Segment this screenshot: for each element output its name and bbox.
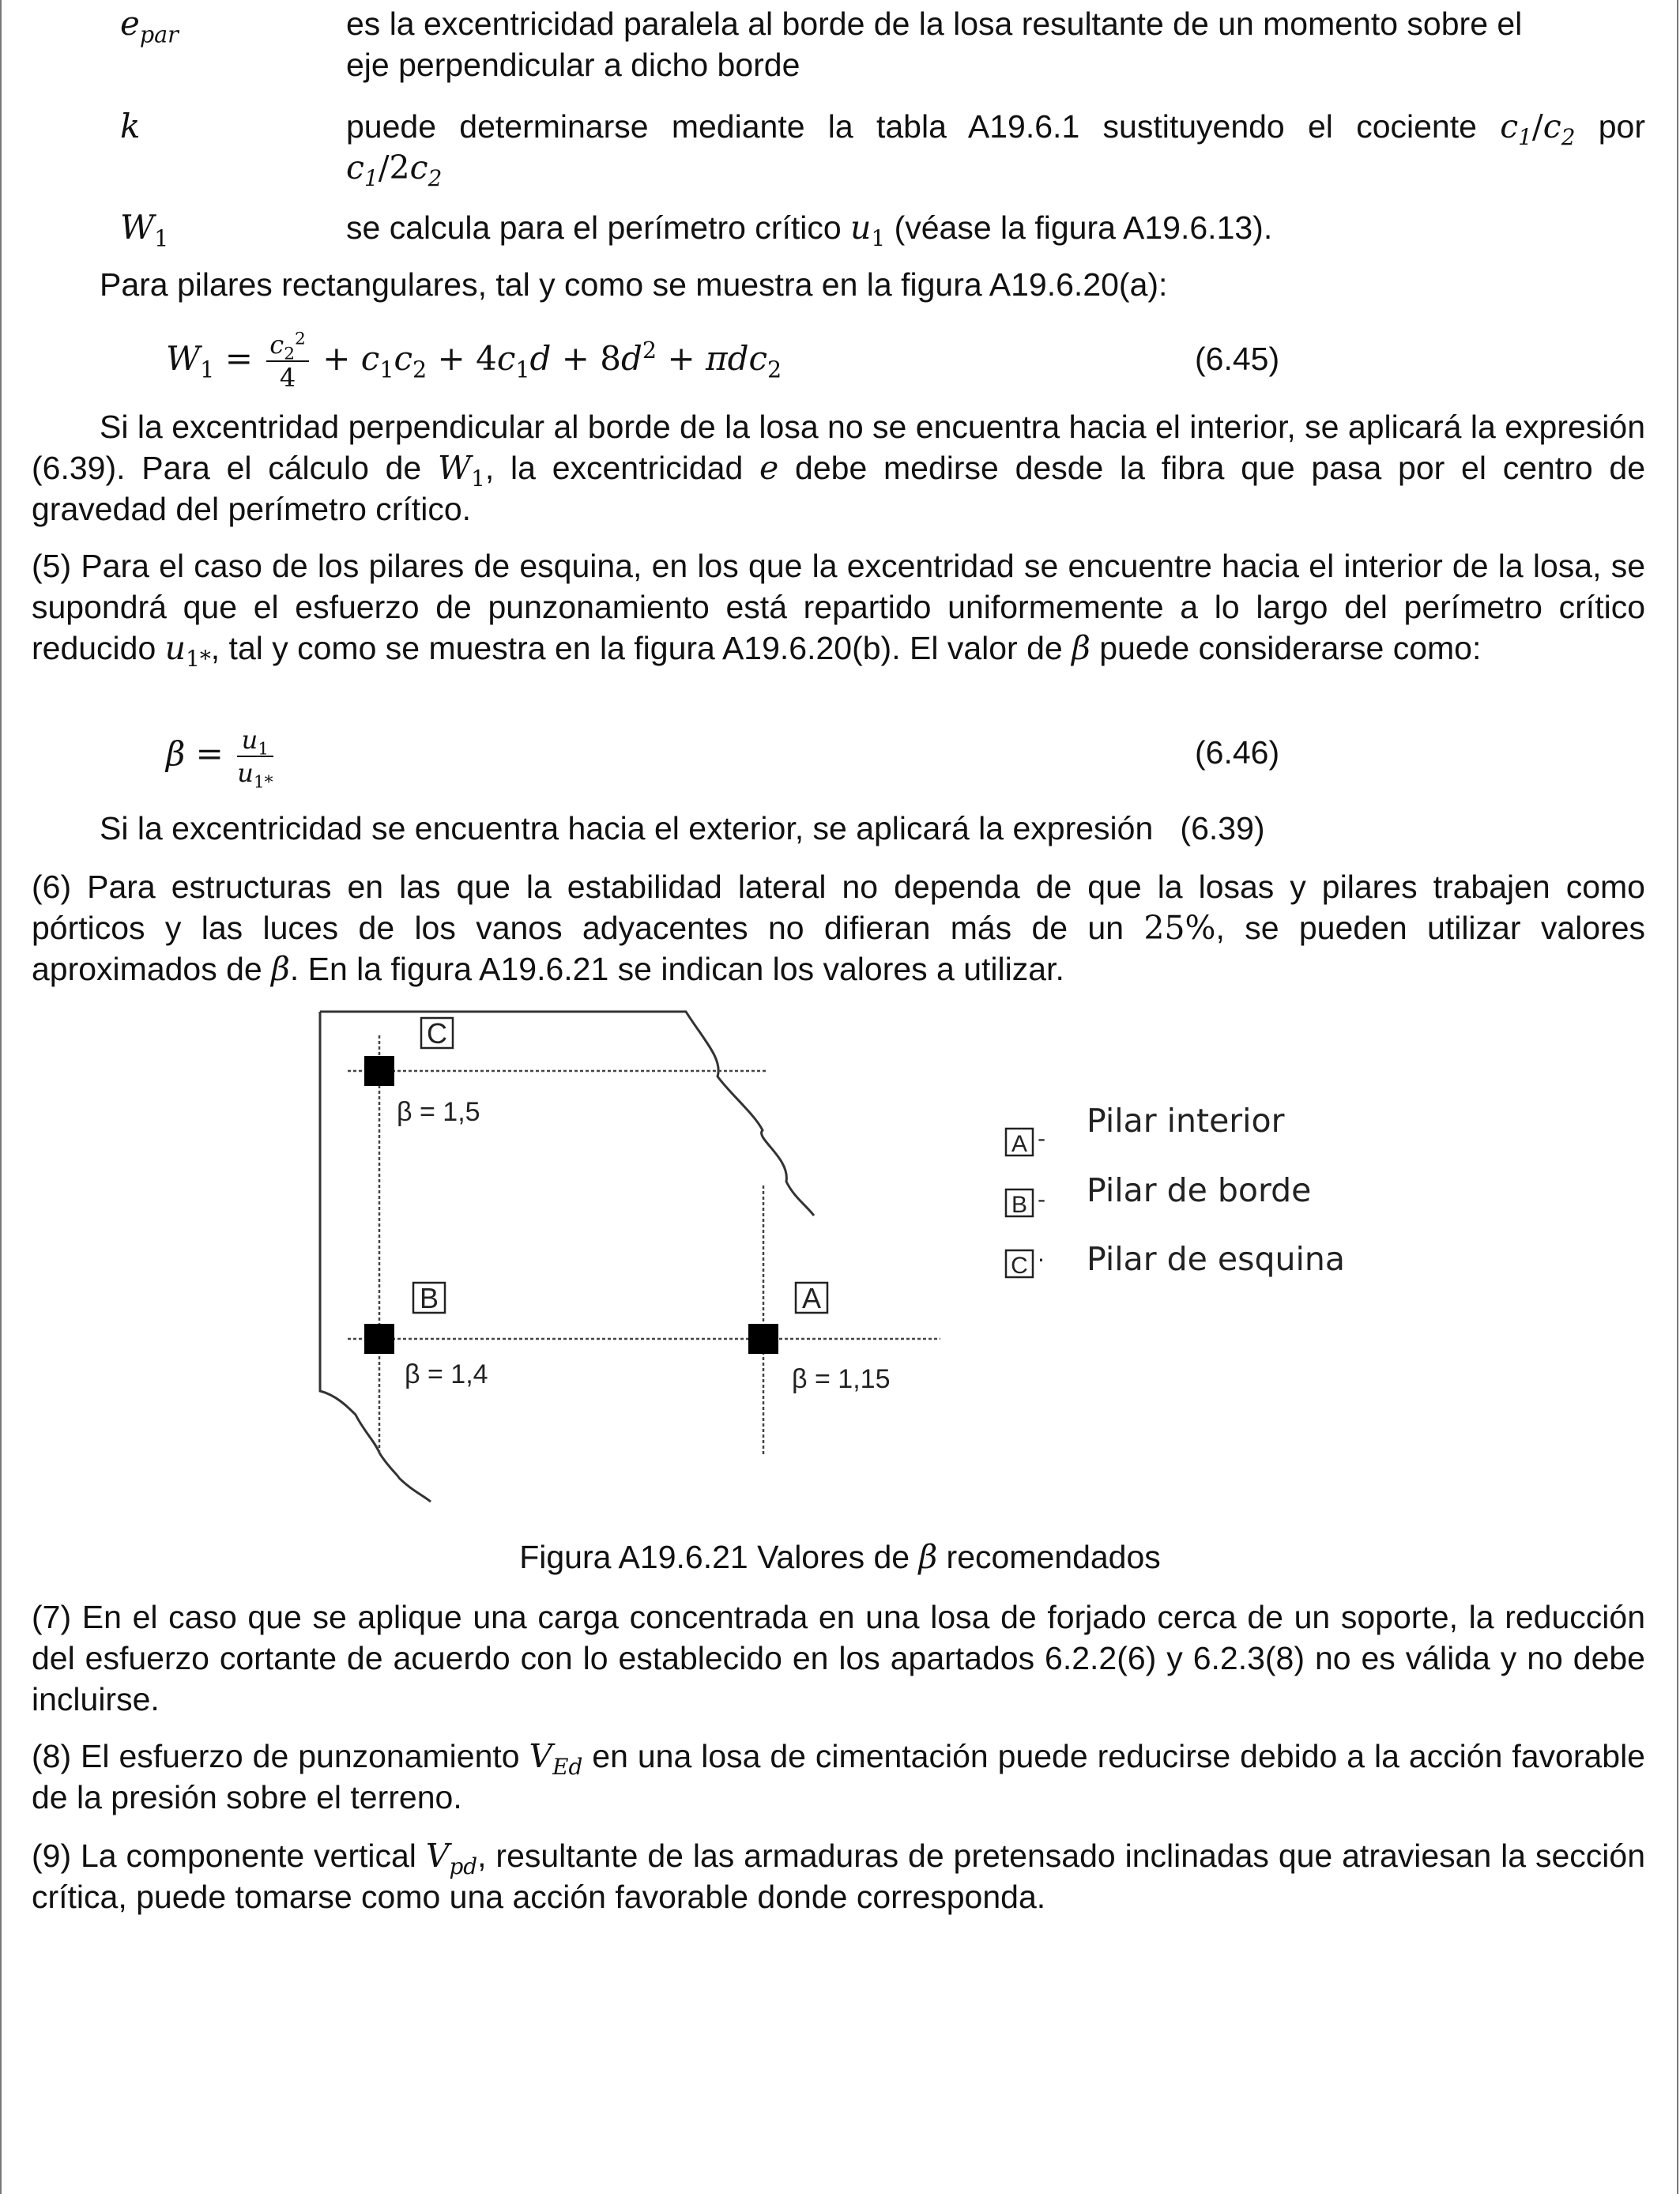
beta-inline-math-2: β	[271, 950, 290, 988]
beta-inline-math: β	[1072, 629, 1090, 667]
equation-6-46-number: (6.46)	[1195, 734, 1280, 771]
definition-k-line1: puede determinarse mediante la tabla A19.6.1 sustituyendo el cociente $c_1/c_2$ por	[346, 107, 1646, 151]
legend-dash-b: -	[1038, 1186, 1046, 1212]
c1-over-c2-math: $c_1/c_2$	[1500, 107, 1576, 151]
paragraph-5: (5) Para el caso de los pilares de esquina, en los que la excentridad se encuentre hacia el interior de la losa, se supondrá que el esfuerzo de punzonamiento está repartido uniformemente a lo largo del perímetro crítico reducido $u_{1*}$, tal y como se muestra en la figura A19.6.20(b). El valor de β puede considerarse como:	[32, 548, 1645, 673]
ved-math: $V_{Ed}$	[529, 1737, 583, 1781]
figure-a19-6-21	[300, 1004, 1391, 1510]
beta-label-a: β = 1,15	[792, 1364, 891, 1394]
symbol-w1: $W_1$	[120, 208, 169, 252]
paragraph-rectangular: Para pilares rectangulares, tal y como se muestra en la figura A19.6.20(a):	[100, 266, 1168, 303]
legend-dash-a: -	[1038, 1125, 1046, 1152]
box-b-letter: B	[419, 1282, 439, 1314]
paragraph-8: (8) El esfuerzo de punzonamiento $V_{Ed}$ en una losa de cimentación puede reducirse debido a la acción favorable de la presión sobre el terreno.	[32, 1737, 1645, 1815]
column-b-square	[364, 1324, 394, 1354]
beta-label-b: β = 1,4	[405, 1359, 488, 1389]
symbol-k: k	[120, 107, 141, 145]
box-c-letter: C	[427, 1017, 447, 1050]
definition-w1: se calcula para el perímetro crítico $u_1$ (véase la figura A19.6.13).	[346, 209, 1273, 252]
beta-caption-math: β	[918, 1538, 938, 1576]
u1-star-math: $u_{1*}$	[164, 629, 211, 673]
legend-label-b: Pilar de borde	[1087, 1171, 1312, 1209]
beta-label-c: β = 1,5	[397, 1097, 480, 1127]
column-a-square	[748, 1324, 778, 1354]
definition-k	[346, 106, 1646, 192]
legend-box-a-letter: A	[1011, 1131, 1028, 1157]
equation-6-46: β = $\frac{u_1}{u_{1*}}$	[166, 725, 273, 793]
symbol-e-par: $e_{par}$	[120, 4, 179, 48]
paragraph-9: (9) La componente vertical $V_{pd}$, resultante de las armaduras de pretensado inclinadas que atraviesan la sección crítica, puede tomarse como una acción favorable donde corresponda.	[32, 1837, 1645, 1915]
c1-over-2c2-math: $c_1/2c_2$	[346, 149, 443, 192]
slab-outline-top	[320, 1012, 814, 1216]
legend-dash-c: ·	[1038, 1247, 1045, 1273]
legend-label-c: Pilar de esquina	[1087, 1240, 1345, 1278]
column-c-square	[364, 1056, 394, 1086]
equation-6-45-number: (6.45)	[1195, 341, 1280, 377]
figure-svg	[300, 1004, 1391, 1510]
w1-inline-math: $W_1$	[438, 449, 485, 492]
box-a-letter: A	[801, 1282, 822, 1314]
definition-e-par	[346, 3, 1645, 85]
legend-box-c-letter: C	[1011, 1253, 1028, 1279]
figure-caption: Figura A19.6.21 Valores de β recomendados	[519, 1538, 1161, 1576]
definition-e-par-line1: es la excentricidad paralela al borde de la losa resultante de un momento sobre el	[346, 6, 1523, 42]
paragraph-exterior: Si la excentricidad se encuentra hacia el exterior, se aplicará la expresión (6.39)	[100, 810, 1265, 846]
e-inline-math: e	[759, 449, 779, 487]
legend-box-b-letter: B	[1011, 1192, 1028, 1218]
definition-e-par-line2: eje perpendicular a dicho borde	[346, 47, 800, 83]
u1-math: $u_1$	[850, 209, 886, 252]
vpd-math: $V_{pd}$	[425, 1837, 478, 1880]
percent-math: 25%	[1143, 909, 1216, 947]
paragraph-6: (6) Para estructuras en las que la estabilidad lateral no dependa de que la losas y pilares trabajen como pórticos y las luces de los vanos adyacentes no difieran más de un 25%, se pueden utilizar valores aproximados de β. En la figura A19.6.21 se indican los valores a utilizar.	[32, 869, 1645, 988]
equation-6-45: $W_1$ = $\frac{c_2^2}{4}$ + $c_1c_2 + 4c_1d + 8d^2 + \pi dc_2$	[166, 329, 782, 393]
paragraph-7: (7) En el caso que se aplique una carga concentrada en una losa de forjado cerca de un soporte, la reducción del esfuerzo cortante de acuerdo con lo establecido en los apartados 6.2.2(6) y 6.2.3(8) no es válida y no debe incluirse.	[32, 1599, 1645, 1717]
legend-label-a: Pilar interior	[1087, 1102, 1285, 1140]
paragraph-perpendicular: Si la excentridad perpendicular al borde de la losa no se encuentra hacia el interior, se aplicará la expresión (6.39). Para el cálculo de $W_1$, la excentricidad e debe medirse desde la fibra que pasa por el centro de gravedad del perímetro crítico.	[32, 409, 1646, 527]
